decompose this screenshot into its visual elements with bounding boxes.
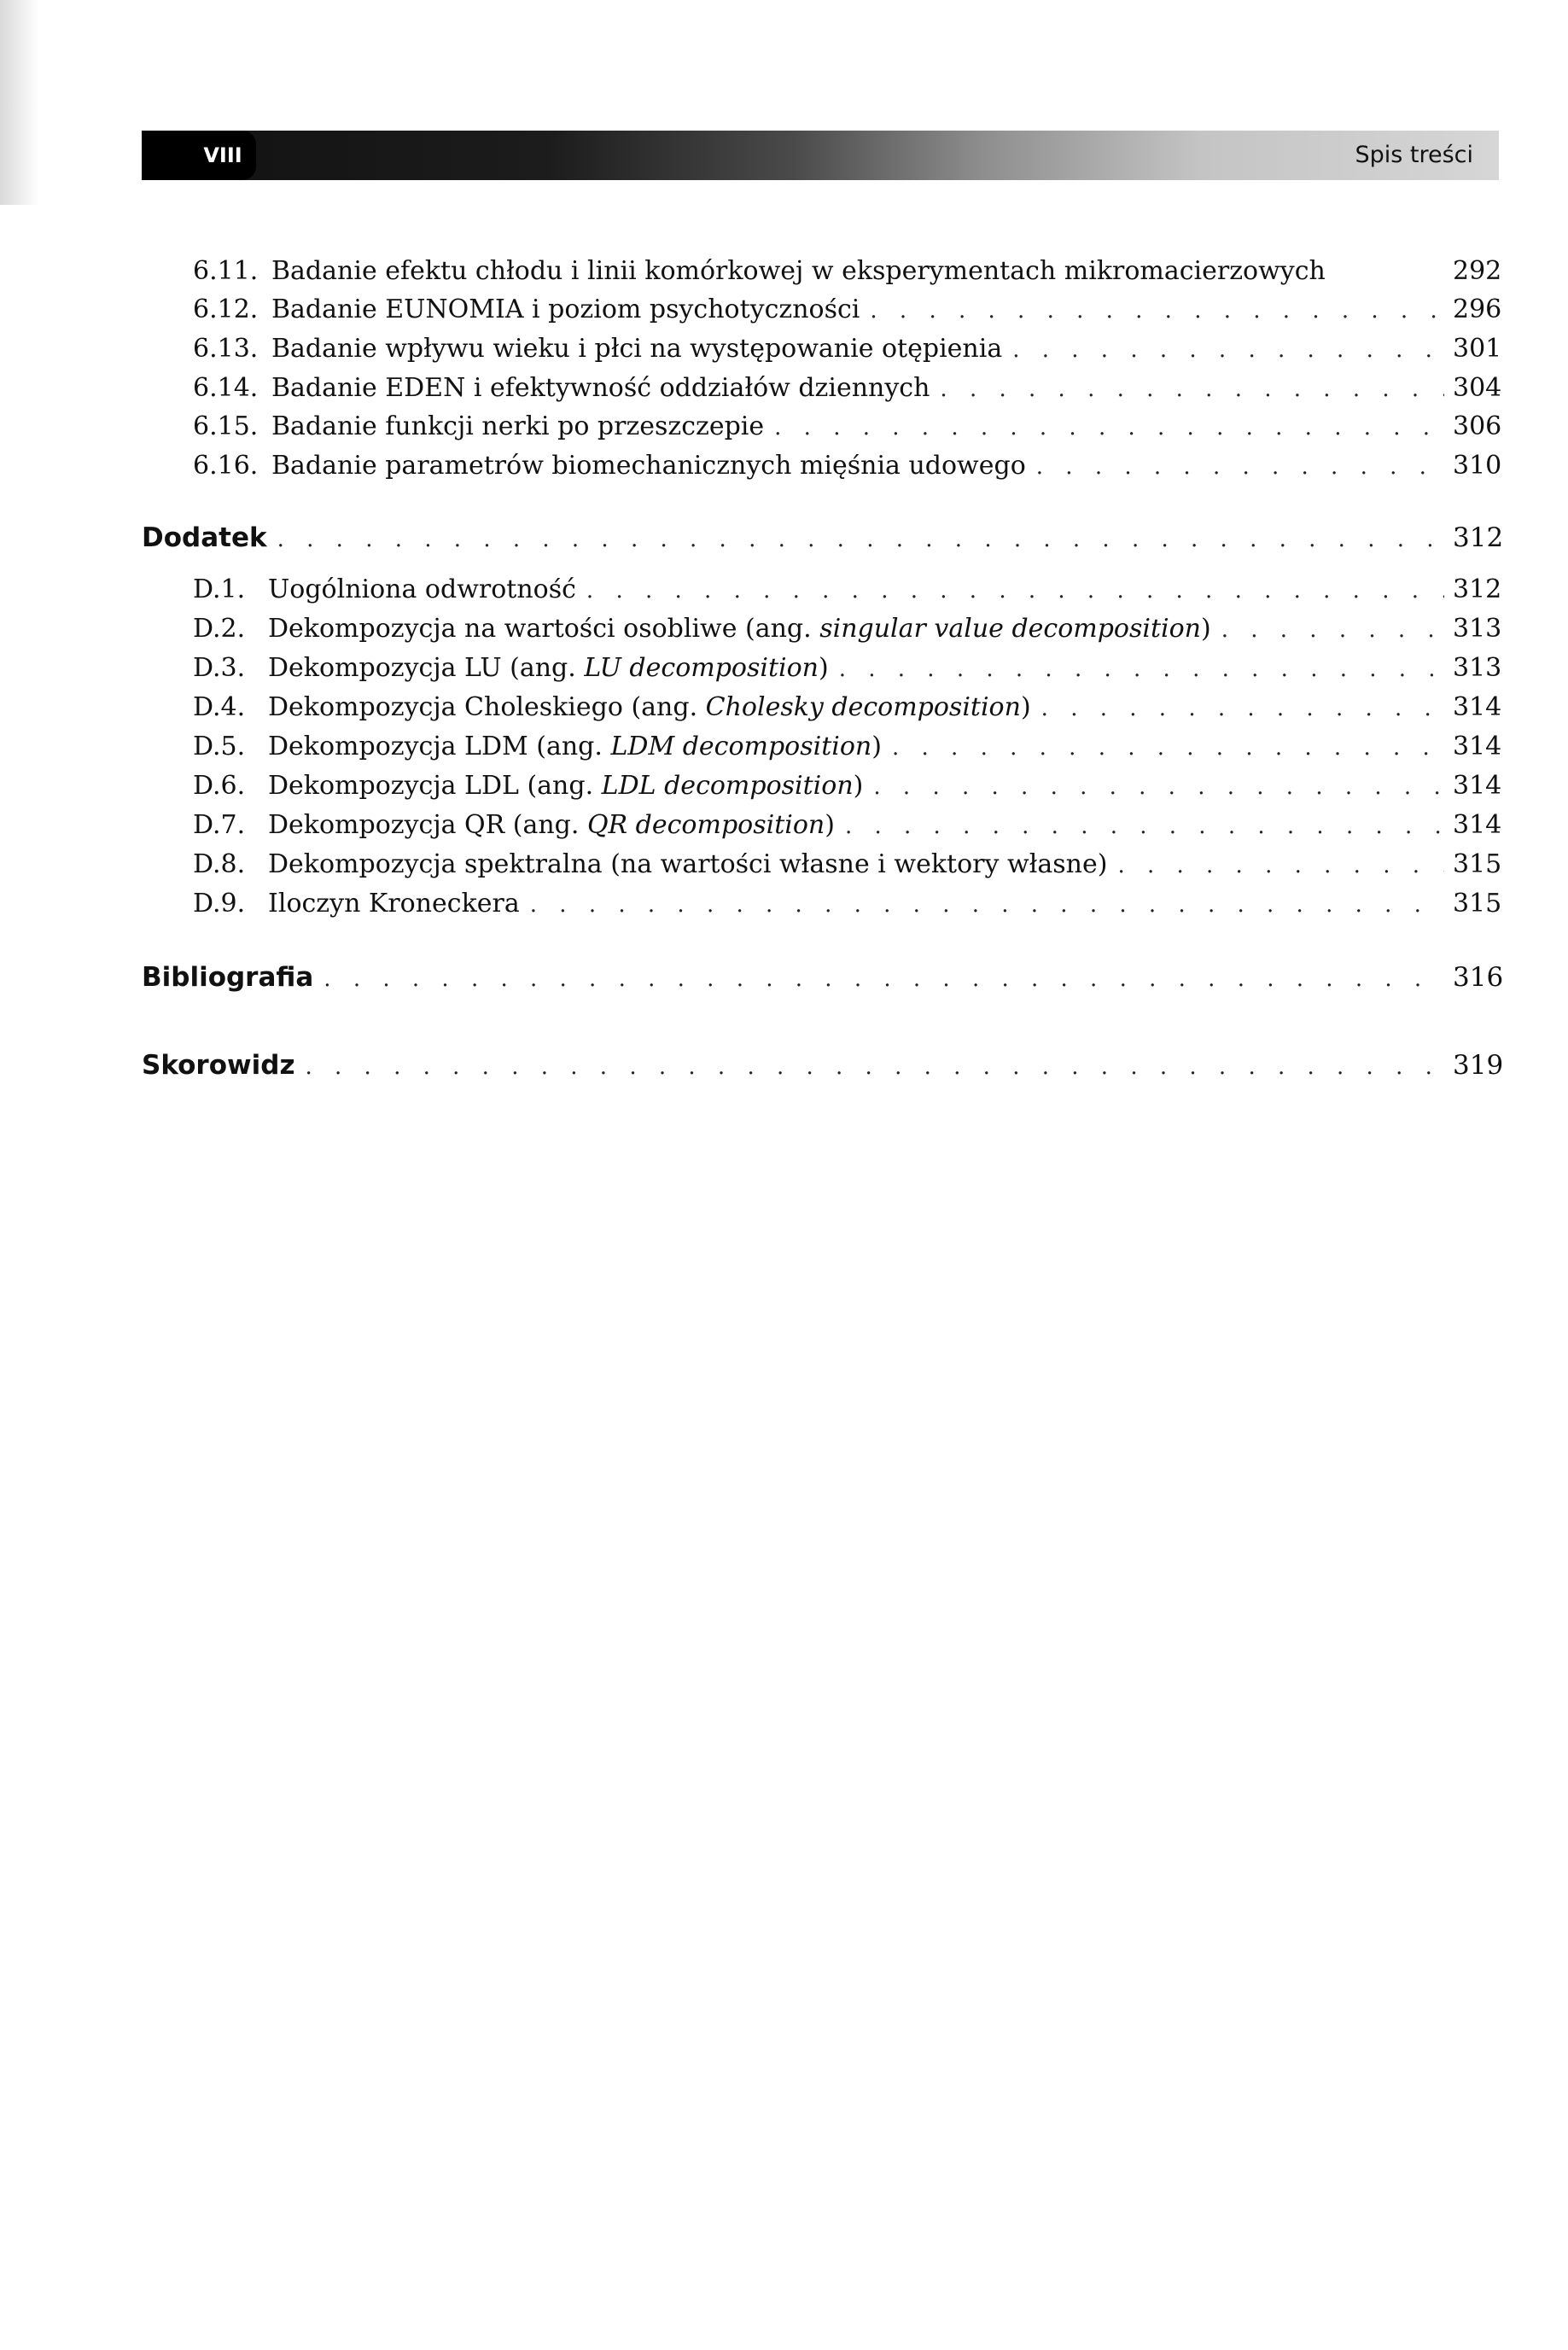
entry-page: 313 [1453,653,1502,683]
title-text-end: ) [825,810,835,840]
entry-title: Badanie EDEN i efektywność oddziałów dziennych [271,373,930,403]
entry-number: 6.12. [193,294,259,324]
entry-page: 314 [1453,732,1502,761]
entry-title: Badanie funkcji nerki po przeszczepie [271,411,765,441]
entry-title [268,730,882,764]
title-text: Dekompozycja LDM (ang. [268,732,611,761]
scan-edge-shadow [0,0,39,205]
entry-page: 292 [1453,256,1502,286]
title-text: Dekompozycja na wartości osobliwe (ang. [268,614,820,644]
dot-leader [1041,691,1444,726]
toc-entry-6-13[interactable] [193,332,1501,367]
entry-title [268,808,835,843]
title-text-end: ) [819,653,829,683]
dot-leader [277,522,1444,557]
toc-entry-d-4[interactable] [193,691,1501,726]
entry-number: D.3. [193,653,246,683]
entry-title [268,769,863,803]
toc-entry-d-8[interactable] [193,848,1501,883]
header-black-block [142,131,189,180]
dot-leader [870,294,1444,328]
title-text: Dekompozycja QR (ang. [268,810,587,840]
dot-leader [774,411,1444,445]
toc-entry-6-14[interactable] [193,371,1501,406]
toc-entry-6-12[interactable] [193,293,1501,328]
dot-leader [586,574,1444,608]
entry-title: Badanie EUNOMIA i poziom psychotyczności [271,294,860,324]
entry-title: Badanie parametrów biomechanicznych mięśnia udowego [271,451,1026,481]
entry-title: Dodatek [142,522,267,553]
entry-page: 314 [1453,692,1502,722]
dot-leader [873,770,1444,804]
entry-number: D.6. [193,771,246,801]
dot-leader [1036,450,1444,484]
entry-title: Badanie efektu chłodu i linii komórkowej w eksperymentach mikromacierzowych [271,256,1326,286]
entry-title [268,691,1031,725]
entry-number: 6.16. [193,451,259,481]
entry-number: D.7. [193,810,246,840]
entry-page: 301 [1453,334,1502,364]
toc-entry-d-6[interactable] [193,769,1501,804]
entry-number: D.2. [193,614,246,644]
entry-page: 310 [1453,451,1502,481]
entry-number: D.8. [193,849,246,879]
entry-page: 296 [1453,294,1502,324]
dot-leader [839,652,1444,686]
entry-page: 315 [1453,889,1502,918]
entry-page: 304 [1453,373,1502,403]
dot-leader [530,888,1444,922]
toc-entry-6-11[interactable] [193,254,1501,289]
entry-page: 314 [1453,810,1502,840]
entry-page: 316 [1453,962,1504,993]
entry-page: 312 [1453,574,1502,604]
toc-entry-d-1[interactable] [193,573,1501,608]
entry-title [268,651,829,685]
title-english-term: Cholesky decomposition [705,692,1021,722]
toc-entry-d-3[interactable] [193,651,1501,686]
entry-title: Uogólniona odwrotność [268,574,576,604]
dot-leader [940,372,1444,406]
page-number: VIII [189,131,256,180]
title-text: Dekompozycja LU (ang. [268,653,585,683]
title-text-end: ) [871,732,882,761]
toc-entry-d-2[interactable] [193,612,1501,647]
entry-title: Badanie wpływu wieku i płci na występowanie otępienia [271,334,1003,364]
toc-entry-skorowidz[interactable] [142,1048,1504,1084]
toc-entry-bibliografia[interactable] [142,960,1504,996]
dot-leader [892,731,1444,765]
entry-title: Bibliografia [142,962,314,993]
entry-page: 313 [1453,614,1502,644]
entry-number: 6.14. [193,373,259,403]
entry-number: 6.11. [193,256,259,286]
running-header [142,131,1499,180]
toc-entry-6-16[interactable] [193,449,1501,484]
entry-page: 319 [1453,1050,1504,1081]
title-text-end: ) [1020,692,1031,722]
dot-leader [845,809,1444,843]
entry-title: Skorowidz [142,1050,295,1081]
entry-number: D.9. [193,889,246,918]
entry-page: 306 [1453,411,1502,441]
entry-title: Dekompozycja spektralna (na wartości własne i wektory własne) [268,849,1108,879]
toc-entry-d-9[interactable] [193,887,1501,922]
dot-leader [1012,333,1444,367]
title-text: Dekompozycja Choleskiego (ang. [268,692,706,722]
entry-page: 314 [1453,771,1502,801]
entry-number: 6.13. [193,334,259,364]
title-english-term: LDM decomposition [610,732,872,761]
toc-entry-dodatek[interactable] [142,521,1504,557]
toc-entry-6-15[interactable] [193,410,1501,445]
title-english-term: LU decomposition [584,653,819,683]
entry-number: 6.15. [193,411,259,441]
title-english-term: LDL decomposition [601,771,854,801]
title-english-term: QR decomposition [586,810,825,840]
entry-page: 312 [1453,522,1504,553]
title-english-term: singular value decomposition [819,614,1201,644]
section-title: Spis treści [1355,142,1473,168]
dot-leader [306,1050,1445,1084]
toc-entry-d-5[interactable] [193,730,1501,765]
title-text-end: ) [853,771,864,801]
toc-entry-d-7[interactable] [193,808,1501,843]
entry-title [268,612,1211,646]
title-text-end: ) [1201,614,1211,644]
dot-leader [1221,613,1444,647]
entry-number: D.5. [193,732,246,761]
entry-number: D.1. [193,574,246,604]
entry-number: D.4. [193,692,246,722]
dot-leader [1117,848,1444,883]
title-text: Dekompozycja LDL (ang. [268,771,602,801]
entry-title: Iloczyn Kroneckera [268,889,520,918]
dot-leader [324,962,1444,996]
entry-page: 315 [1453,849,1502,879]
